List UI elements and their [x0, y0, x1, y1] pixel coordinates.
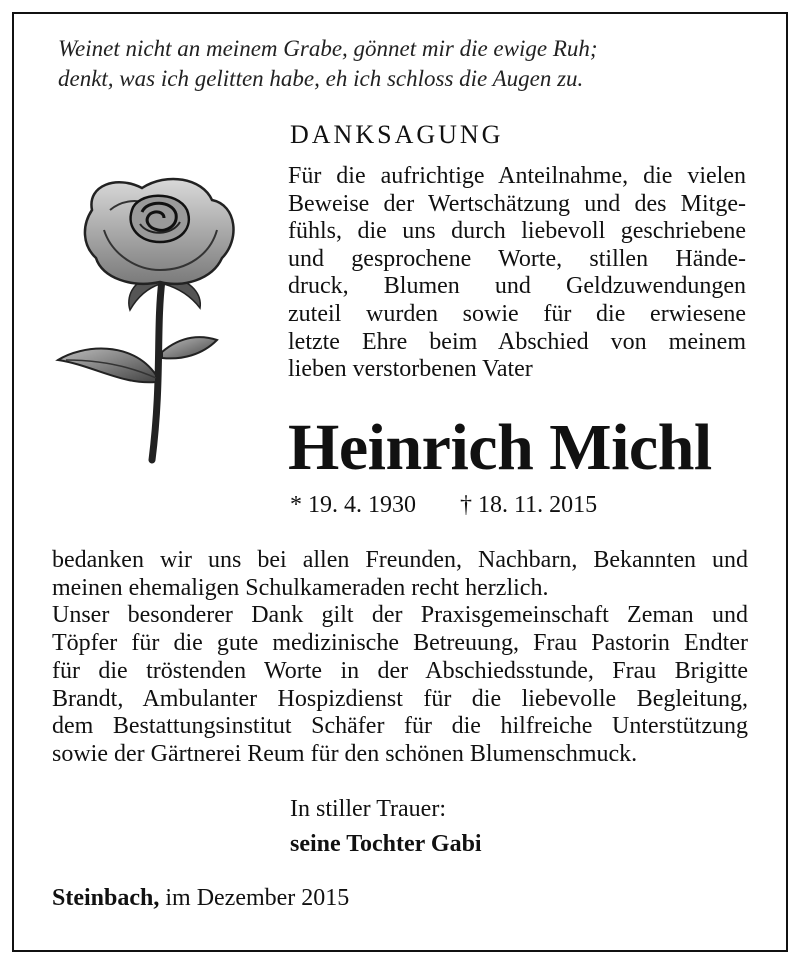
intro-line: fühls, die uns durch liebevoll geschriebene [288, 218, 746, 245]
death-date: † 18. 11. 2015 [460, 492, 598, 518]
intro-line: zuteil wurden sowie für die erwiesene [288, 300, 746, 327]
birth-date: * 19. 4. 1930 [290, 492, 416, 518]
rose-icon [52, 170, 252, 465]
thanks-paragraph [52, 547, 748, 769]
body-line: Brandt, Ambulanter Hospizdienst für die liebevolle Begleitung, [52, 685, 748, 712]
verse-line-1: Weinet nicht an meinem Grabe, gönnet mir die ewige Ruh; [58, 36, 598, 61]
body-line: Unser besonderer Dank gilt der Praxisgemeinschaft Zeman und [52, 602, 748, 629]
intro-line: und gesprochene Worte, stillen Hände- [288, 245, 746, 272]
intro-line: Für die aufrichtige Anteilnahme, die vielen [288, 163, 746, 189]
life-dates [290, 492, 597, 519]
body-line: Töpfer für die gute medizinische Betreuung, Frau Pastorin Endter [52, 630, 748, 657]
body-line: für die tröstenden Worte in der Abschiedsstunde, Frau Brigitte [52, 657, 748, 684]
intro-paragraph [288, 163, 746, 384]
body-line: dem Bestattungsinstitut Schäfer für die hilfreiche Unterstützung [52, 713, 748, 740]
intro-line: letzte Ehre beim Abschied von meinem [288, 328, 746, 355]
body-line: bedanken wir uns bei allen Freunden, Nachbarn, Bekannten und [52, 547, 748, 573]
intro-line: druck, Blumen und Geldzuwendungen [288, 273, 746, 300]
signature: seine Tochter Gabi [290, 831, 482, 857]
memorial-verse [58, 34, 758, 94]
verse-line-2: denkt, was ich gelitten habe, eh ich schloss die Augen zu. [58, 66, 584, 91]
body-line: sowie der Gärtnerei Reum für den schönen Blumenschmuck. [52, 740, 638, 767]
mourning-line: In stiller Trauer: [290, 796, 446, 822]
body-line: meinen ehemaligen Schulkameraden recht herzlich. [52, 574, 549, 601]
intro-line: lieben verstorbenen Vater [288, 356, 533, 383]
notice-heading: DANKSAGUNG [290, 120, 504, 149]
notice-date: im Dezember 2015 [165, 885, 350, 911]
deceased-name: Heinrich Michl [288, 411, 712, 484]
place-date [52, 885, 349, 912]
intro-line: Beweise der Wertschätzung und des Mitge- [288, 190, 746, 217]
place-name: Steinbach, [52, 885, 160, 911]
